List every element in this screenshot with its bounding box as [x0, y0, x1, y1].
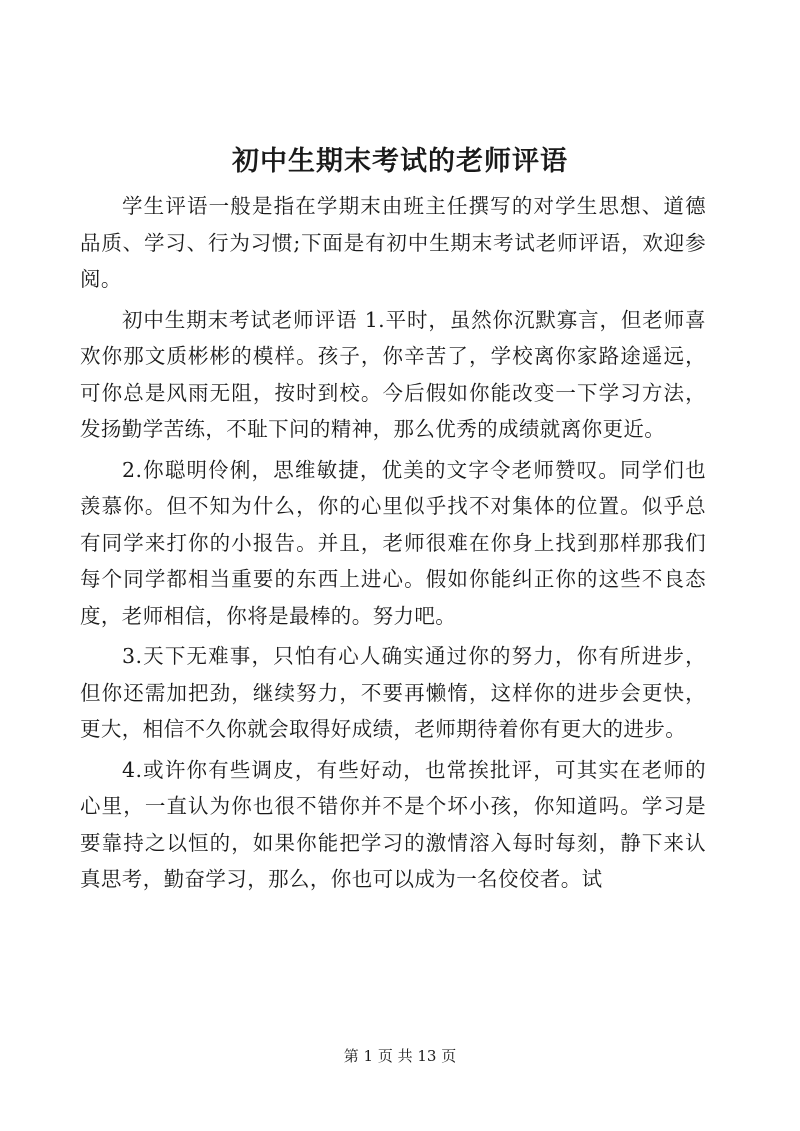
- document-title: 初中生期末考试的老师评语: [232, 146, 568, 177]
- paragraph-comment-2: 2.你聪明伶俐，思维敏捷，优美的文字令老师赞叹。同学们也羡慕你。但不知为什么，你的心里似乎找不对集体的位置。似乎总有同学来打你的小报告。并且，老师很难在你身上找到那样那我们每个同学都相当重要的东西上进心。假如你能纠正你的这些不良态度，老师相信，你将是最棒的。努力吧。: [80, 457, 706, 628]
- paragraph-intro: 学生评语一般是指在学期末由班主任撰写的对学生思想、道德品质、学习、行为习惯;下面是有初中生期末考试老师评语，欢迎参阅。: [80, 194, 706, 291]
- paragraph-comment-1: 初中生期末考试老师评语 1.平时，虽然你沉默寡言，但老师喜欢你那文质彬彬的模样。孩子，你辛苦了，学校离你家路途遥远，可你总是风雨无阻，按时到校。今后假如你能改变一下学习方法，发扬勤学苦练，不耻下问的精神，那么优秀的成绩就离你更近。: [80, 307, 706, 441]
- paragraph-comment-3: 3.天下无难事，只怕有心人确实通过你的努力，你有所进步，但你还需加把劲，继续努力，不要再懒惰，这样你的进步会更快，更大，相信不久你就会取得好成绩，老师期待着你有更大的进步。: [80, 644, 706, 741]
- page-number-footer: 第 1 页 共 13 页: [343, 1047, 457, 1065]
- document-body: [80, 188, 706, 902]
- paragraph-comment-4: 4.或许你有些调皮，有些好动，也常挨批评，可其实在老师的心里，一直认为你也很不错你并不是个坏小孩，你知道吗。学习是要靠持之以恒的，如果你能把学习的激情溶入每时每刻，静下来认真思考，勤奋学习，那么，你也可以成为一名佼佼者。试: [80, 757, 706, 891]
